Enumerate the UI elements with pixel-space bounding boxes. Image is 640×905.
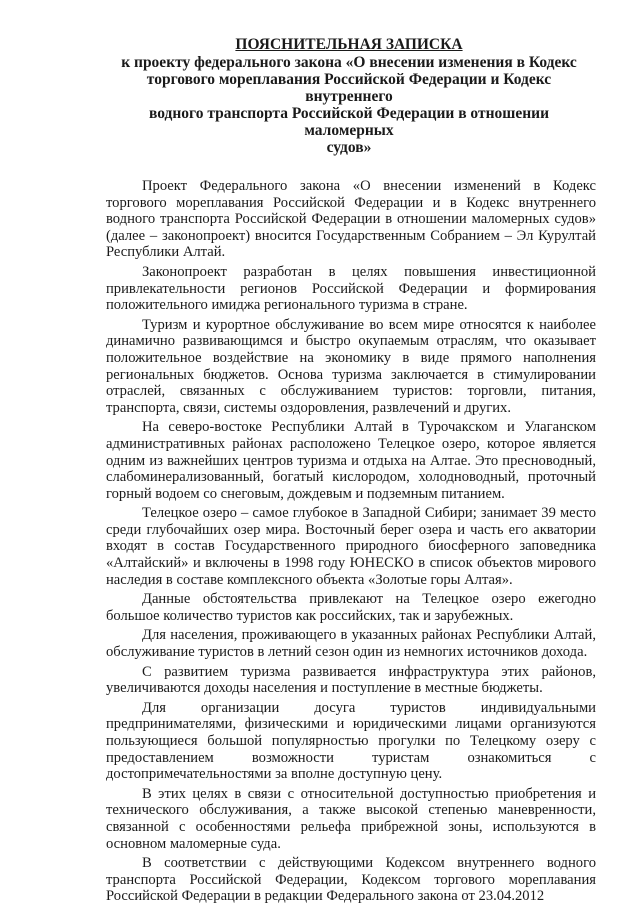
body-paragraph: Для организации досуга туристов индивидуальными предпринимателями, физическими и юридическими лицами организуются пользующиеся большой популярностью прогулки по Телецкому озеру с предоставлением возможности туристам ознакомиться с достопримечательностями за вполне доступную цену. xyxy=(106,699,596,783)
body-paragraph: В соответствии с действующими Кодексом внутреннего водного транспорта Российской Федерации, Кодексом торгового мореплавания Российской Федерации в редакции Федерального закона от 23.04.2012 xyxy=(106,855,596,905)
document-subtitle-line: торгового мореплавания Российской Федерации и Кодекс внутреннего xyxy=(146,71,552,105)
document-subtitle-line: водного транспорта Российской Федерации в отношении маломерных xyxy=(148,105,550,139)
document-subtitle-line: к проекту федерального закона «О внесении изменения в Кодекс xyxy=(121,54,577,71)
body-paragraph: Законопроект разработан в целях повышения инвестиционной привлекательности регионов Российской Федерации и формирования положительного имиджа регионального туризма в стране. xyxy=(106,263,596,314)
document-body xyxy=(106,178,596,905)
document-title: ПОЯСНИТЕЛЬНАЯ ЗАПИСКА xyxy=(235,36,463,53)
body-paragraph: Проект Федерального закона «О внесении изменений в Кодекс торгового мореплавания Российской Федерации и в Кодекс внутреннего водного транспорта Российской Федерации в отношении маломерных судов» (далее – законопроект) вносится Государственным Собранием – Эл Курултай Республики Алтай. xyxy=(106,178,596,261)
body-paragraph: С развитием туризма развивается инфраструктура этих районов, увеличиваются доходы населения и поступление в местные бюджеты. xyxy=(106,663,596,697)
body-paragraph: В этих целях в связи с относительной доступностью приобретения и технического обслуживания, а также высокой степенью маневренности, связанной с особенностями рельефа прибрежной зоны, используются в основном маломерные суда. xyxy=(106,785,596,852)
document-heading xyxy=(106,36,596,156)
body-paragraph: Для населения, проживающего в указанных районах Республики Алтай, обслуживание туристов в летний сезон один из немногих источников дохода. xyxy=(106,627,596,661)
body-paragraph: На северо-востоке Республики Алтай в Турочакском и Улаганском административных районах расположено Телецкое озеро, которое является одним из важнейших центров туризма и отдыха на Алтае. Это пресноводный, слабоминерализованный, богатый кислородом, холодноводный, проточный горный водоем со снеговым, дождевым и подземным питанием. xyxy=(106,419,596,502)
document-subtitle-line: судов» xyxy=(326,139,372,156)
body-paragraph: Туризм и курортное обслуживание во всем мире относятся к наиболее динамично развивающимся и быстро окупаемым отраслям, что оказывает положительное воздействие на экономику в виде прямого наполнения региональных бюджетов. Основа туризма заключается в стимулировании отраслей, связанных с обслуживанием туристов: торговли, питания, транспорта, связи, системы оздоровления, развлечений и других. xyxy=(106,316,596,416)
body-paragraph: Телецкое озеро – самое глубокое в Западной Сибири; занимает 39 место среди глубочайших озер мира. Восточный берег озера и часть его акватории входят в состав Государственного природного биосферного заповедника «Алтайский» и включены в 1998 году ЮНЕСКО в список объектов мирового наследия в составе комплексного объекта «Золотые горы Алтая». xyxy=(106,505,596,588)
body-paragraph: Данные обстоятельства привлекают на Телецкое озеро ежегодно большое количество туристов как российских, так и зарубежных. xyxy=(106,591,596,624)
